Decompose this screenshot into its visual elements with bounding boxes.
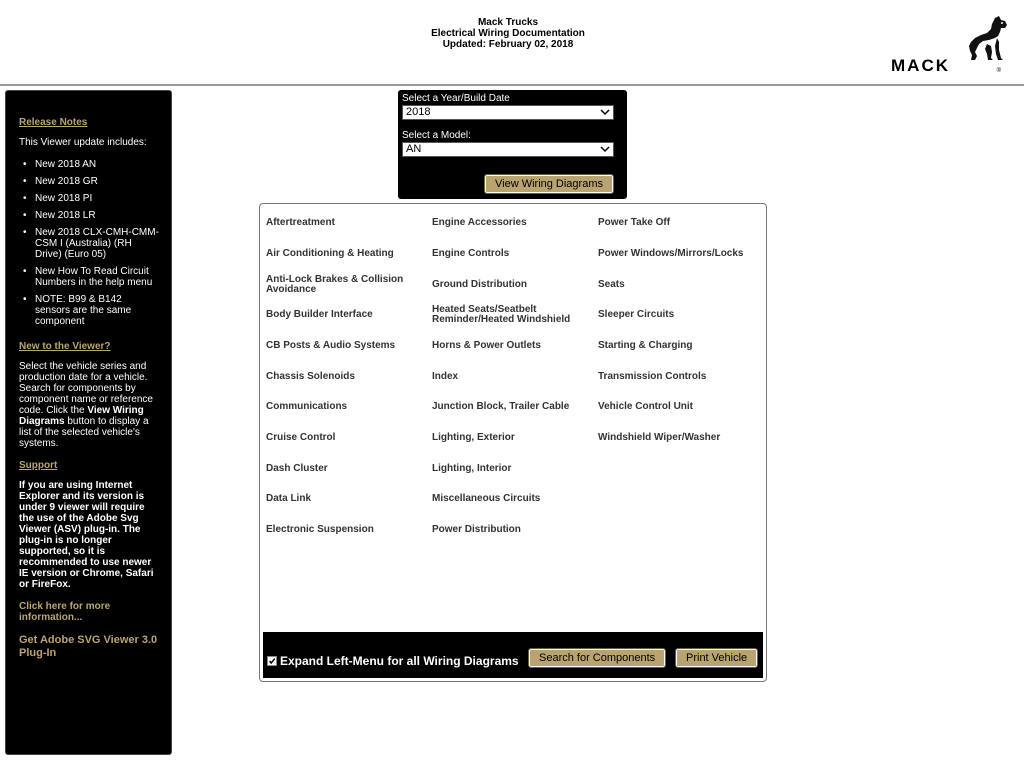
system-link[interactable]: Horns & Power Outlets <box>432 340 541 351</box>
vehicle-selector <box>398 90 627 199</box>
system-link[interactable]: Seats <box>598 279 625 290</box>
system-link[interactable]: Index <box>432 371 459 382</box>
new-to-viewer-text <box>19 361 159 449</box>
system-link[interactable]: Engine Controls <box>432 248 510 259</box>
release-item: • NOTE: B99 & B142 sensors are the same component <box>23 294 159 327</box>
system-link[interactable]: Anti-Lock Brakes & Collision Avoidance <box>266 274 404 295</box>
header-updated-date: Updated: February 02, 2018 <box>442 39 574 50</box>
system-link[interactable]: Windshield Wiper/Washer <box>598 432 721 443</box>
system-link[interactable]: Junction Block, Trailer Cable <box>432 401 570 412</box>
header-company: Mack Trucks <box>477 17 539 28</box>
system-link[interactable]: Sleeper Circuits <box>598 309 675 320</box>
system-link[interactable]: Air Conditioning & Heating <box>266 248 394 259</box>
system-link[interactable]: Power Take Off <box>598 217 671 228</box>
header-doc-title: Electrical Wiring Documentation <box>431 28 585 39</box>
expand-menu-label[interactable]: Expand Left-Menu for all Wiring Diagrams <box>280 654 519 668</box>
system-link[interactable]: Heated Seats/Seatbelt Reminder/Heated Windshield <box>432 304 571 325</box>
system-link[interactable]: Aftertreatment <box>266 217 335 228</box>
system-link[interactable]: Data Link <box>266 493 312 504</box>
system-link[interactable]: Chassis Solenoids <box>266 371 355 382</box>
system-link[interactable]: Communications <box>266 401 348 412</box>
more-info-link[interactable]: Click here for more information... <box>19 601 111 623</box>
system-link[interactable]: Starting & Charging <box>598 340 693 351</box>
new-text-part-2: button to display a list of the selected vehicle's systems. <box>19 416 149 449</box>
system-link[interactable]: Electronic Suspension <box>266 524 374 535</box>
release-items-list <box>19 159 159 327</box>
system-link[interactable]: Cruise Control <box>266 432 336 443</box>
system-link[interactable]: Power Windows/Mirrors/Locks <box>598 248 744 259</box>
release-item: • New 2018 PI <box>23 193 159 204</box>
print-vehicle-button[interactable]: Print Vehicle <box>676 649 757 667</box>
release-item: • New How To Read Circuit Numbers in the help menu <box>23 266 159 288</box>
system-link[interactable]: Vehicle Control Unit <box>598 401 694 412</box>
bulldog-icon <box>965 16 1009 62</box>
action-bar <box>263 632 763 678</box>
logo-wordmark: MACK <box>891 56 950 75</box>
chevron-down-icon <box>600 107 610 117</box>
year-select-value: 2018 <box>406 106 431 118</box>
release-item: • New 2018 CLX-CMH-CMM-CSM I (Australia) (RH Drive) (Euro 05) <box>23 227 159 260</box>
model-select-value: AN <box>406 143 422 155</box>
support-link[interactable]: Support <box>19 460 58 471</box>
header-title-block <box>0 17 1016 50</box>
system-link[interactable]: Body Builder Interface <box>266 309 373 320</box>
system-link[interactable]: Dash Cluster <box>266 463 328 474</box>
system-link[interactable]: Lighting, Exterior <box>432 432 515 443</box>
left-menu <box>5 90 172 755</box>
release-notes-link[interactable]: Release Notes <box>19 117 88 128</box>
new-text-part-1: Select the vehicle series and production date for a vehicle. Search for components by component name or reference code. Click the <box>19 361 153 416</box>
search-components-button[interactable]: Search for Components <box>529 649 665 667</box>
system-link[interactable]: Miscellaneous Circuits <box>432 493 541 504</box>
adobe-svg-viewer-link[interactable]: Get Adobe SVG Viewer 3.0 Plug-In <box>19 634 158 659</box>
systems-panel <box>259 203 767 682</box>
page-header <box>0 0 1024 86</box>
release-item: • New 2018 AN <box>23 159 159 170</box>
logo-registered-mark: ® <box>996 68 1001 74</box>
release-intro: This Viewer update includes: <box>19 137 147 148</box>
year-label: Select a Year/Build Date <box>402 93 510 104</box>
expand-menu-checkbox[interactable] <box>267 656 277 666</box>
support-text: If you are using Internet Explorer and its version is under 9 viewer will require the use of the Adobe Svg Viewer (ASV) plug-in. The plug-in is no longer supported, so it is recommended to use newer IE version or Chrome, Safari or FireFox. <box>19 480 154 590</box>
release-item: • New 2018 GR <box>23 176 159 187</box>
system-link[interactable]: Power Distribution <box>432 524 521 535</box>
system-link[interactable]: CB Posts & Audio Systems <box>266 340 396 351</box>
system-link[interactable]: Transmission Controls <box>598 371 707 382</box>
system-link[interactable]: Lighting, Interior <box>432 463 512 474</box>
model-label: Select a Model: <box>402 130 471 141</box>
new-text-bold: View Wiring Diagrams <box>19 405 144 427</box>
release-item: • New 2018 LR <box>23 210 159 221</box>
system-link[interactable]: Engine Accessories <box>432 217 527 228</box>
chevron-down-icon <box>600 144 610 154</box>
system-link[interactable]: Ground Distribution <box>432 279 527 290</box>
mack-logo <box>891 16 1001 76</box>
view-wiring-diagrams-button[interactable]: View Wiring Diagrams <box>485 175 613 193</box>
model-select[interactable] <box>402 142 614 157</box>
year-select[interactable] <box>402 105 614 120</box>
new-to-viewer-link[interactable]: New to the Viewer? <box>19 341 111 352</box>
